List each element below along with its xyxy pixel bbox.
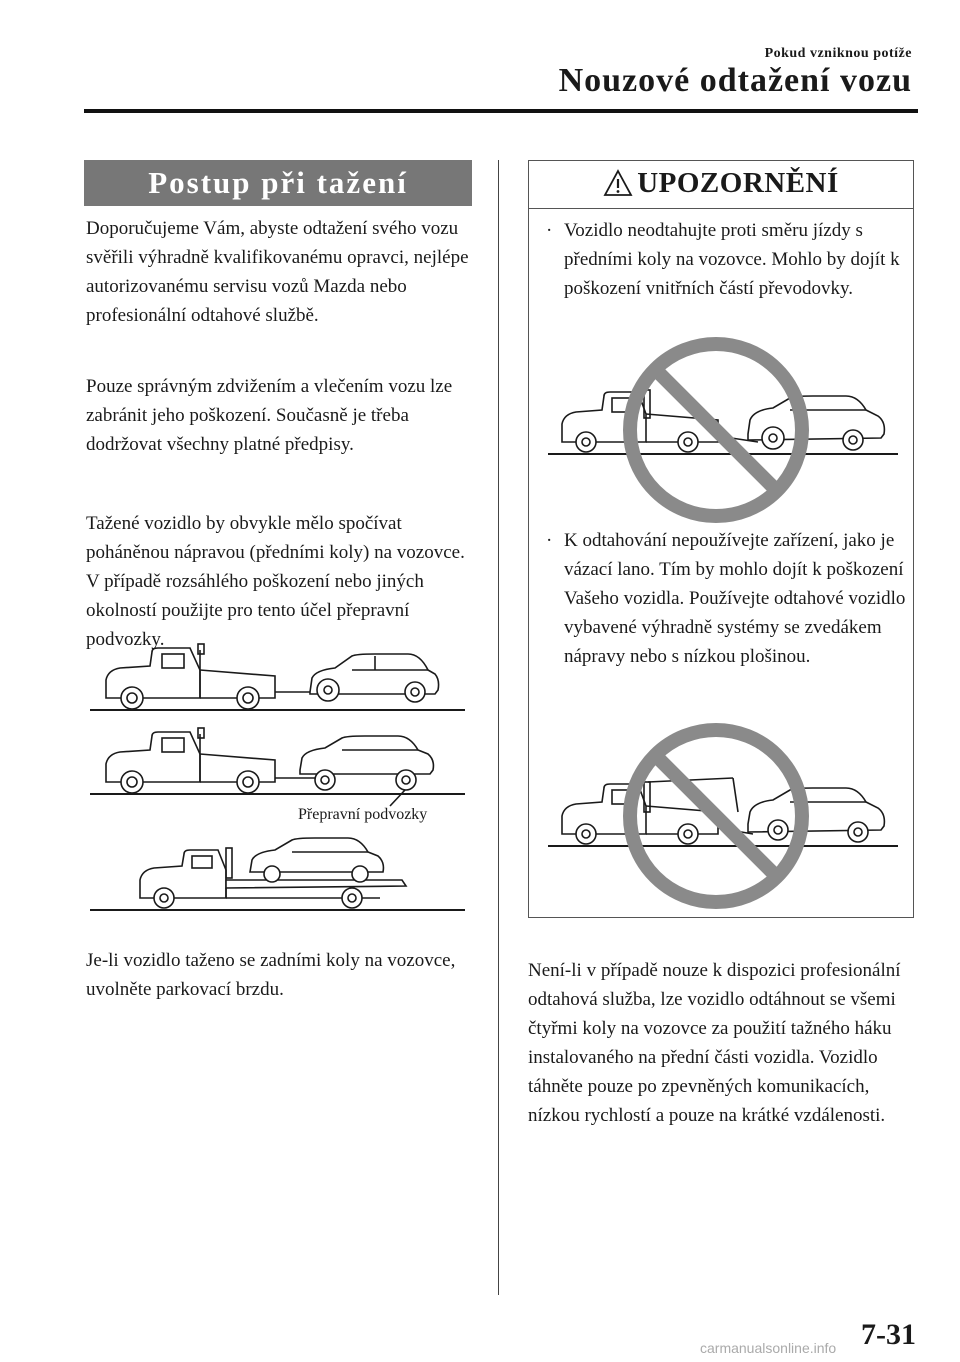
warning-bullet-1: · bbox=[546, 220, 553, 241]
warning-bullet-2: · bbox=[546, 530, 553, 551]
warning-item-1: Vozidlo neodtahujte proti směru jízdy s předními koly na vozovce. Mohlo by dojít k poškození vnitřních částí převodovky. bbox=[564, 220, 900, 299]
left-paragraph-3: Tažené vozidlo by obvykle mělo spočívat poháněnou nápravou (předními koly) na vozovce. V případě rozsáhlého poškození nebo jiných okolností použijte pro tento účel přepravní podvozky. bbox=[86, 513, 465, 650]
dolly-caption: Přepravní podvozky bbox=[298, 806, 428, 823]
header-rule bbox=[84, 109, 918, 113]
towing-illustration-flatbed bbox=[90, 830, 465, 915]
warning-header bbox=[528, 160, 914, 206]
left-paragraph-4: Je-li vozidlo taženo se zadními koly na vozovce, uvolněte parkovací brzdu. bbox=[86, 950, 456, 1000]
page-number: 7-31 bbox=[861, 1318, 916, 1351]
left-paragraph-1: Doporučujeme Vám, abyste odtažení svého vozu svěřili výhradně kvalifikovanému opravci, nejlépe autorizovanému servisu vozů Mazda nebo profesionální odtahové službě. bbox=[86, 218, 469, 326]
right-paragraph-1: Není-li v případě nouze k dispozici profesionální odtahová služba, lze vozidlo odtáhnout se všemi čtyřmi koly na vozovce za použití tažného háku instalovaného na přední části vozidla. Vozidlo táhněte pouze po zpevněných komunikacích, nízkou rychlostí a pouze na krátké vzdálenosti. bbox=[528, 960, 901, 1126]
towing-illustration-dollies bbox=[90, 728, 465, 800]
prohibited-reverse-tow-illustration bbox=[548, 330, 908, 520]
warning-item-2: K odtahování nepoužívejte zařízení, jako je vázací lano. Tím by mohlo dojít k poškození Vašeho vozidla. Používejte odtahové vozidlo vybavené výhradně systémy se zvedákem nápravy nebo s nízkou plošinou. bbox=[564, 530, 906, 667]
header-title: Nouzové odtažení vozu bbox=[558, 62, 912, 99]
section-title: Postup při tažení bbox=[84, 160, 472, 206]
warning-triangle-icon bbox=[603, 169, 633, 197]
warning-title: UPOZORNĚNÍ bbox=[637, 166, 839, 199]
column-divider bbox=[498, 160, 499, 1295]
watermark: carmanualsonline.info bbox=[700, 1340, 837, 1356]
towing-illustration-wheel-lift bbox=[90, 640, 465, 715]
left-paragraph-2: Pouze správným zdvižením a vlečením vozu lze zabránit jeho poškození. Současně je třeba dodržovat všechny platné předpisy. bbox=[86, 376, 453, 455]
header-subtitle: Pokud vzniknou potíže bbox=[764, 46, 912, 61]
warning-rule bbox=[528, 208, 914, 209]
prohibited-sling-tow-illustration bbox=[548, 712, 908, 912]
